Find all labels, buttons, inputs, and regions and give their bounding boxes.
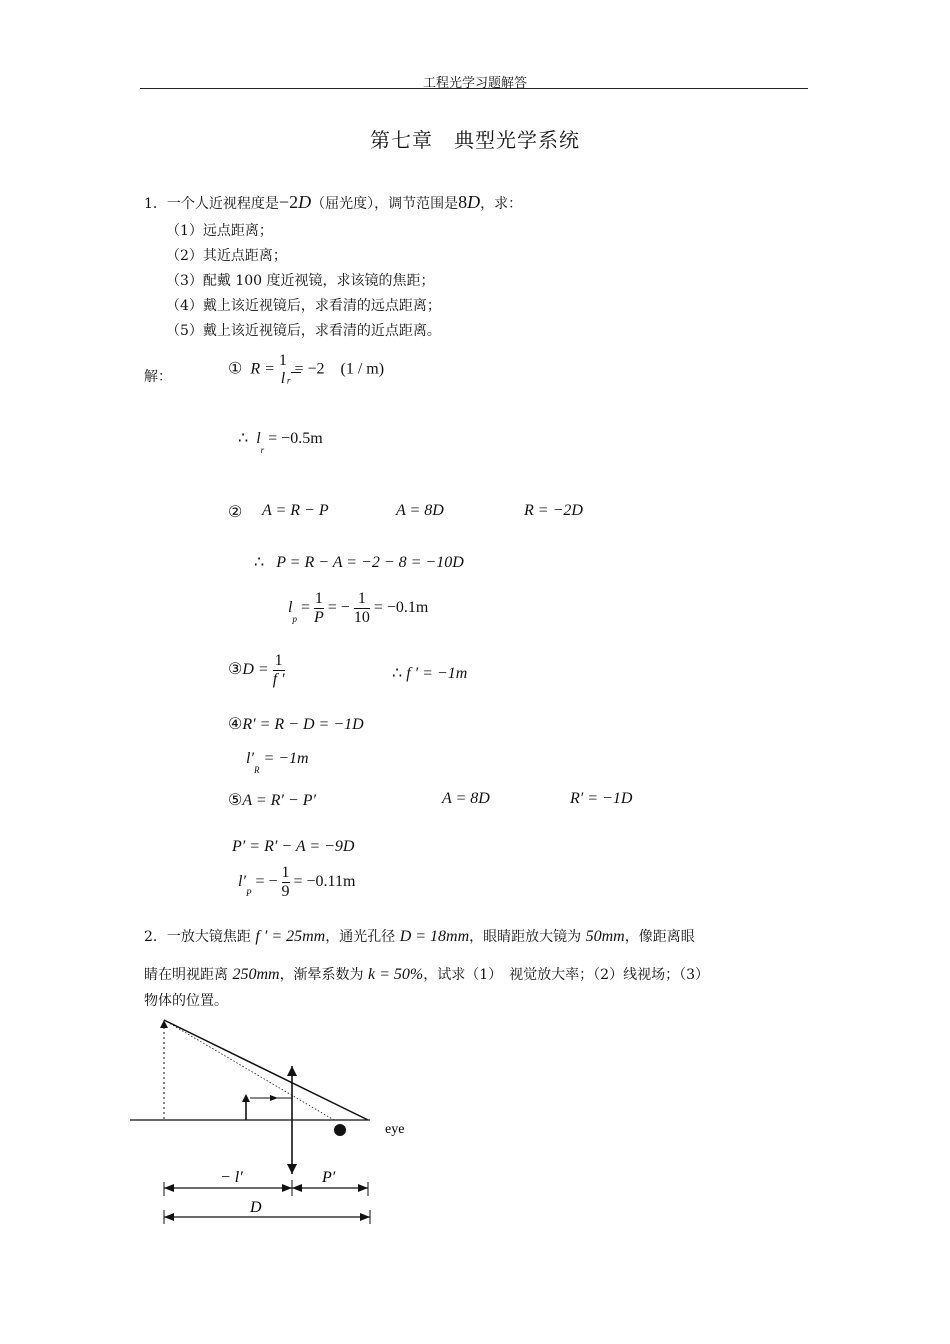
problem-2-line-1: 2．一放大镜焦距 f ′ = 25mm，通光孔径 D = 18mm，眼睛距放大镜为 50mm，像距离眼: [144, 928, 695, 945]
step-2-eq-b: A = 8D: [396, 502, 444, 519]
step-2-eq-a: A = R − P: [262, 502, 329, 519]
marginal-ray: [164, 1020, 334, 1120]
step-2-eq-c: R = −2D: [524, 502, 583, 519]
step-5-eq-b: A = 8D: [442, 790, 490, 807]
step-2-circle: ②: [228, 504, 243, 521]
dim-l-label: − l′: [220, 1169, 243, 1186]
lens-arrow-top: [287, 1066, 297, 1076]
dim-l-arrow-right: [282, 1184, 292, 1192]
eye-label: eye: [385, 1122, 405, 1137]
dim-d-arrow-left: [164, 1213, 174, 1221]
chief-ray: [164, 1020, 368, 1120]
fraction-bar: [291, 372, 301, 373]
dim-p-arrow-left: [292, 1184, 302, 1192]
chapter-title: 第七章 典型光学系统: [370, 128, 580, 152]
solution-label: 解：: [144, 369, 172, 385]
problem-1-item-2: （2）其近点距离；: [166, 248, 287, 264]
object-arrowhead: [242, 1094, 250, 1102]
step-5-eq-c: R′ = −1D: [570, 790, 633, 807]
step-3-equation: ③D = $\frac{1}{f '}$: [228, 652, 285, 688]
problem-1-item-1: （1）远点距离；: [166, 223, 273, 239]
dim-p-label: P′: [322, 1169, 336, 1186]
problem-2-line-2: 睛在明视距离 250mm，渐晕系数为 k = 50%，试求（1） 视觉放大率；（2）线视场；（3）: [144, 966, 709, 983]
eye-dot: [334, 1124, 346, 1136]
step-5-eq-a: ⑤A = R′ − P′: [228, 792, 316, 809]
problem-1-item-3: （3）配戴 100 度近视镜，求该镜的焦距；: [166, 273, 435, 289]
step-2-lp: $l_p$ = $\frac{1}{P}$ = − $\frac{1}{10}$ = −0.1m: [288, 590, 429, 626]
lens-arrow-bottom: [287, 1164, 297, 1174]
dim-d-label: D: [250, 1199, 262, 1216]
step-1-result: ∴ $l_r = -0.5m$: [238, 430, 323, 455]
step-4-equation: ④R′ = R − D = −1D: [228, 716, 364, 733]
problem-1-statement: 1．一个人近视程度是−2D（屈光度），调节范围是8D，求：: [144, 192, 523, 212]
problem-1-item-4: （4）戴上该近视镜后，求看清的远点距离；: [166, 298, 441, 314]
dim-p-arrow-right: [358, 1184, 368, 1192]
step-4-result: $l'_R = -1m$: [246, 750, 309, 775]
header-rule: [140, 88, 808, 89]
step-5-lprime: $l'_P$ = − $\frac{1}{9}$ = −0.11m: [238, 864, 356, 900]
step-2-therefore: ∴ P = R − A = −2 − 8 = −10D: [254, 554, 464, 571]
step-1-equation: ① R = 1 l $_r$ = −2 (1 / m): [228, 352, 385, 387]
problem-2-line-3: 物体的位置。: [144, 993, 228, 1009]
dim-d-arrow-right: [360, 1213, 370, 1221]
object-ray-arrow: [270, 1095, 278, 1101]
step-3-result: ∴ f ′ = −1m: [392, 665, 468, 682]
dim-l-arrow-left: [164, 1184, 174, 1192]
step-5-pprime: P′ = R′ − A = −9D: [232, 838, 355, 855]
problem-1-item-5: （5）戴上该近视镜后，求看清的近点距离。: [166, 323, 441, 339]
magnifier-diagram: [120, 1010, 440, 1240]
running-header: 工程光学习题解答: [422, 76, 527, 91]
